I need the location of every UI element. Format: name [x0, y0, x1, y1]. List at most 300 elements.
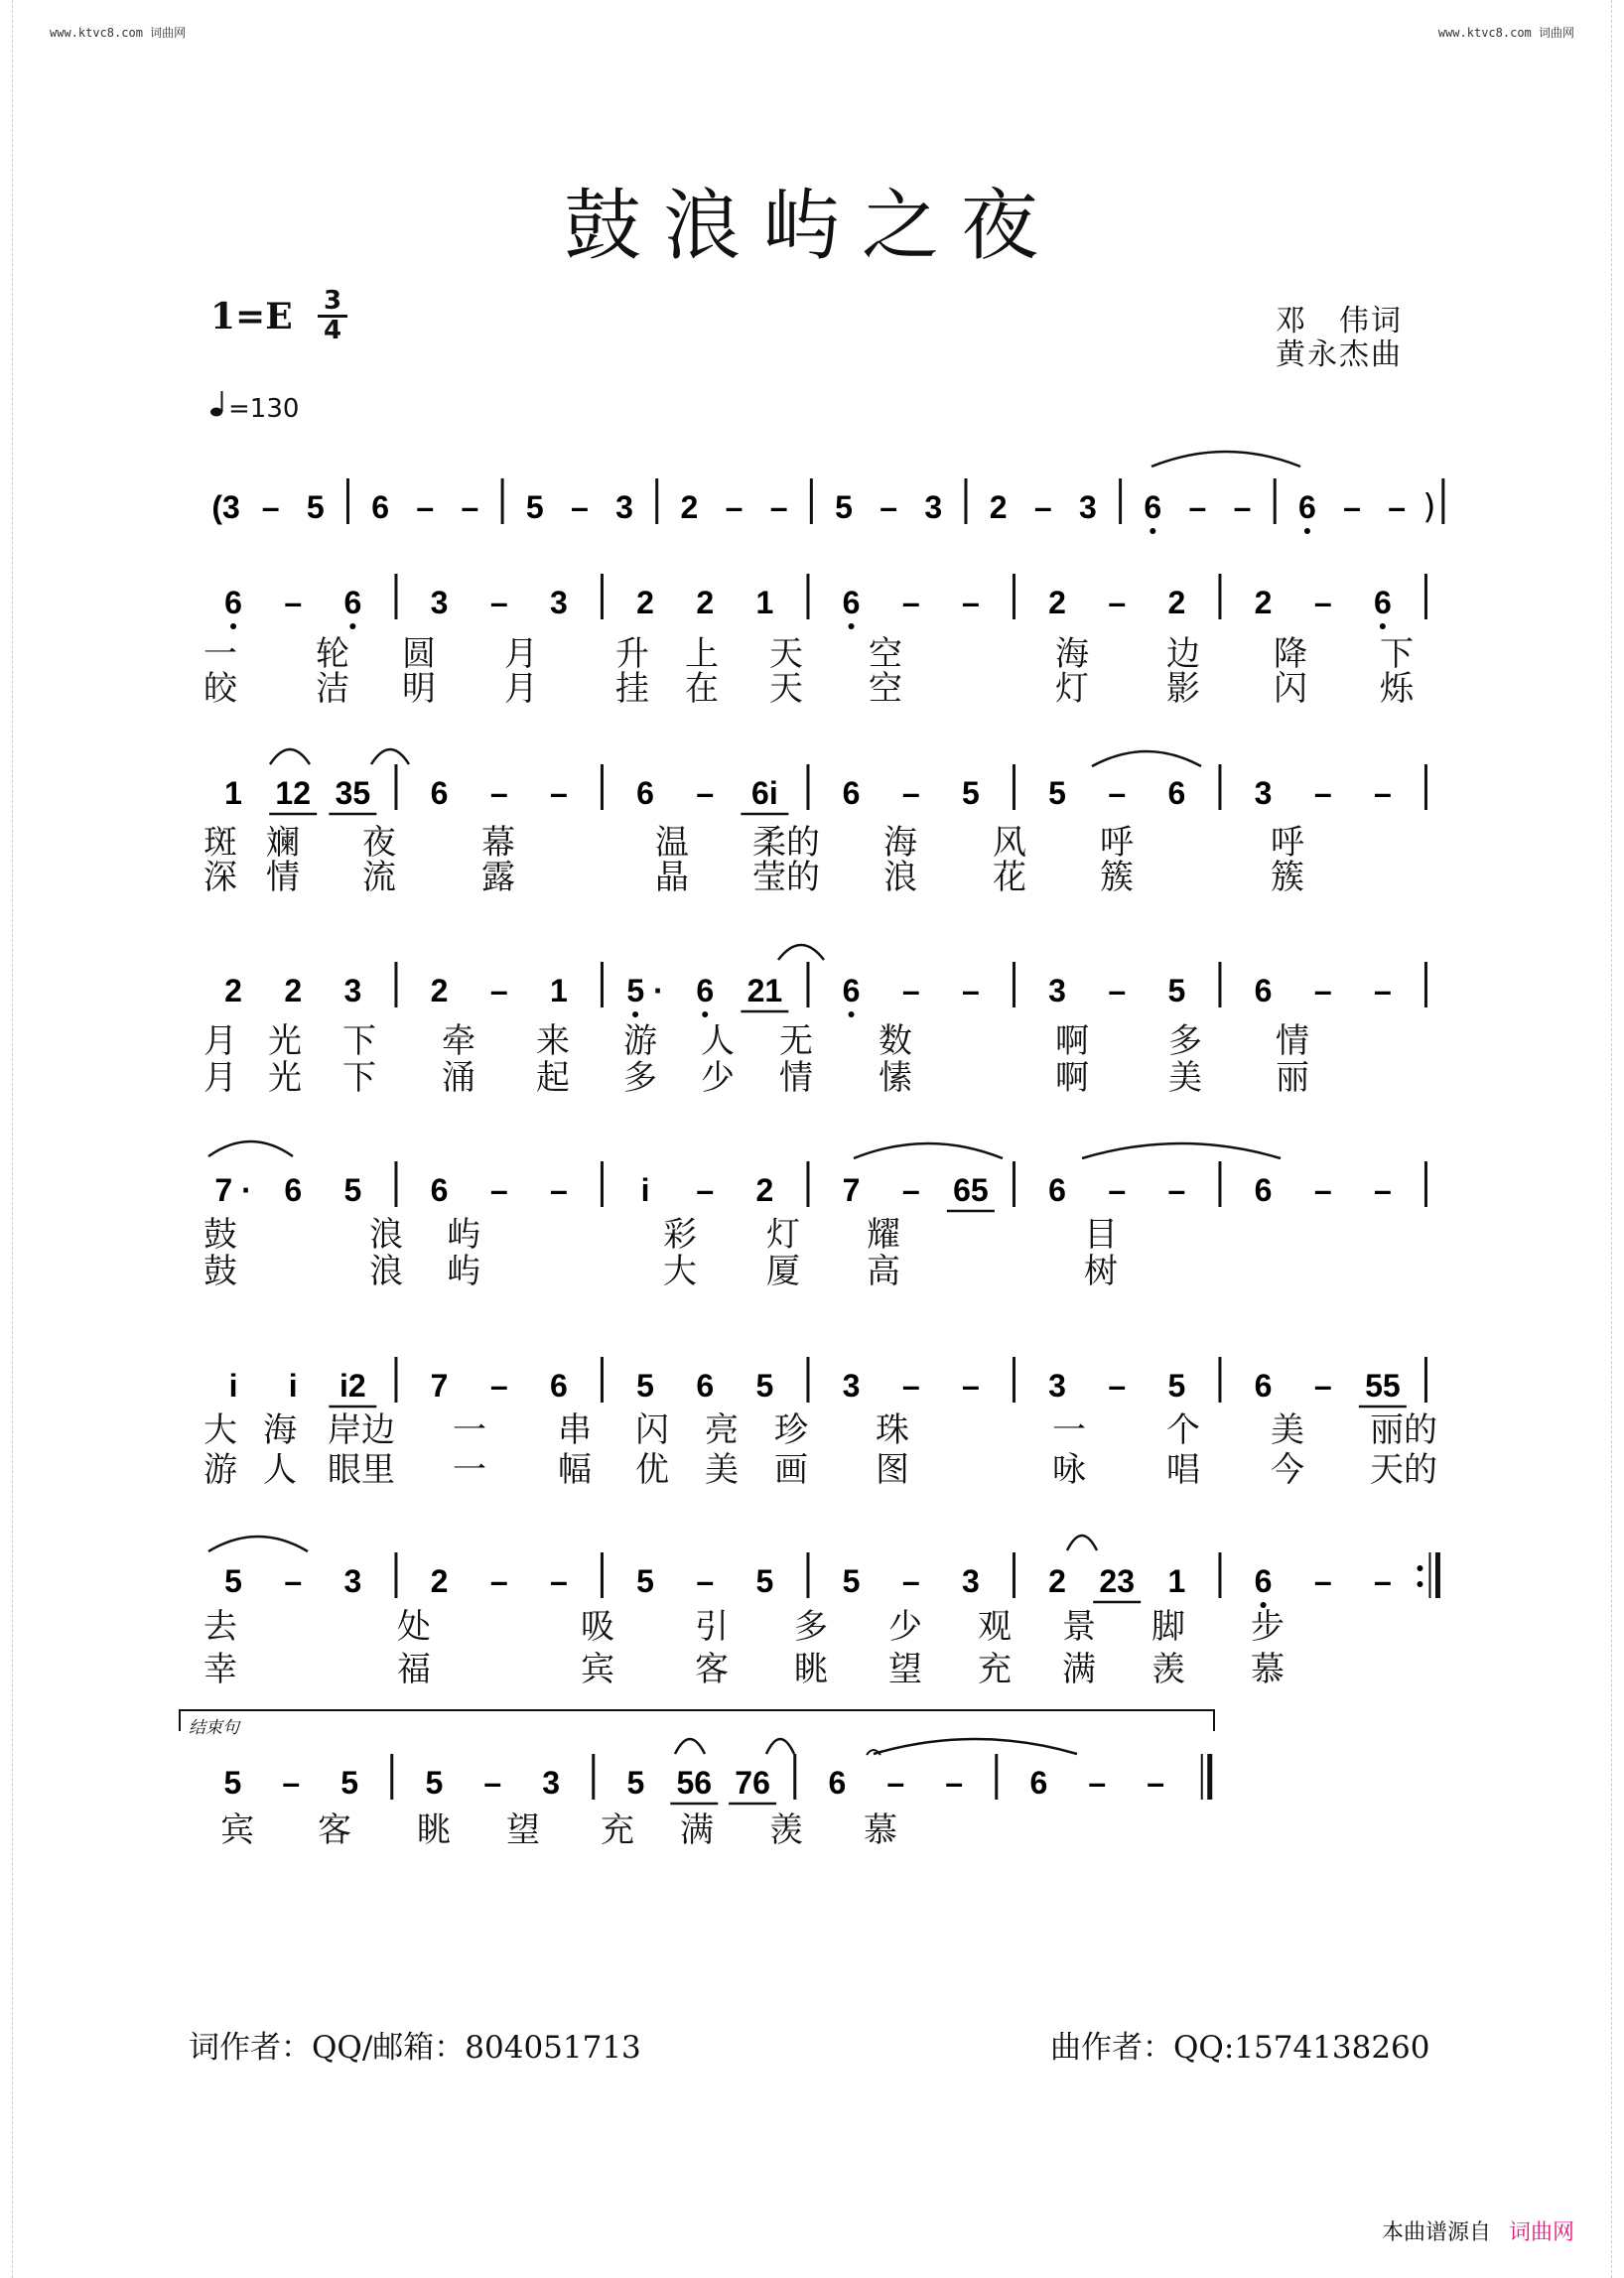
lyric-char: 光	[268, 1058, 302, 1098]
lyric-char: 满	[1062, 1650, 1096, 1689]
lyric-char: 串	[558, 1410, 592, 1450]
dash-mark: –	[1108, 1368, 1127, 1404]
lyric-char: 幸	[203, 1650, 237, 1689]
composer-contact: 曲作者：QQ:1574138260	[1050, 2030, 1430, 2066]
lyric-char: 深	[203, 858, 237, 897]
dash-mark: –	[261, 489, 280, 525]
note-number: 2	[636, 585, 654, 620]
lyric-char: 一	[453, 1410, 486, 1450]
lyric-char: 今	[1271, 1450, 1304, 1490]
lyric-char: 羡	[1151, 1650, 1185, 1689]
dash-mark: –	[961, 585, 980, 620]
site-watermark-right: www.ktvc8.com 词曲网	[1437, 26, 1574, 40]
lyricist-credit: 邓 伟词	[1276, 304, 1403, 338]
lyric-char: 福	[397, 1650, 431, 1689]
note-number: 6	[696, 1368, 715, 1404]
lyric-char: 岸边	[328, 1410, 395, 1450]
dash-mark: –	[880, 489, 898, 525]
dash-mark: –	[769, 489, 788, 525]
lyric-char: 闪	[1274, 669, 1307, 709]
note-number: 2	[1048, 1563, 1066, 1599]
lyric-char: 天	[769, 634, 803, 674]
low-octave-dot	[1150, 528, 1155, 534]
lyric-char: 来	[536, 1021, 570, 1061]
dash-mark: –	[284, 1563, 303, 1599]
lyric-char: 愫	[879, 1058, 912, 1098]
lyric-char: 去	[203, 1607, 237, 1647]
low-octave-dot	[849, 1011, 855, 1017]
note-number: i	[228, 1368, 238, 1404]
dash-mark: –	[1313, 585, 1332, 620]
lyric-char: 客	[695, 1650, 729, 1689]
lyric-char: 处	[397, 1607, 431, 1647]
lyric-char: 下	[1380, 634, 1414, 674]
dash-mark: –	[1167, 1172, 1186, 1208]
note-number: 5	[755, 1368, 774, 1404]
note-number: 3	[343, 973, 362, 1008]
lyric-char: 啊	[1055, 1021, 1089, 1061]
dash-mark: –	[696, 775, 715, 811]
dash-mark: –	[945, 1765, 963, 1801]
lyric-char: 游	[623, 1021, 657, 1061]
lyric-char: 观	[978, 1607, 1012, 1647]
lyric-char: 厦	[766, 1252, 800, 1291]
note-number: 3	[549, 585, 568, 620]
note-number: 2	[1048, 585, 1066, 620]
note-number: (3	[211, 489, 240, 525]
note-number: 2	[1167, 585, 1186, 620]
lyric-char: 高	[867, 1252, 900, 1291]
lyric-char: 情	[1276, 1021, 1309, 1061]
source-brand[interactable]: 词曲网	[1508, 2220, 1574, 2245]
lyric-char: 影	[1166, 669, 1200, 709]
note-number: 5 ·	[626, 973, 664, 1008]
lyric-char: 簇	[1100, 858, 1134, 897]
slur	[208, 1537, 308, 1551]
dash-mark: –	[696, 1563, 715, 1599]
tempo-value: =130	[228, 394, 300, 424]
lyric-char: 边	[1166, 634, 1200, 674]
dash-mark: –	[549, 1172, 568, 1208]
note-number: 6	[842, 973, 861, 1008]
low-octave-dot	[349, 623, 355, 629]
lyric-char: 吸	[581, 1607, 614, 1647]
lyric-char: 多	[794, 1607, 828, 1647]
lyric-char: 烁	[1380, 669, 1414, 709]
note-number: 2	[989, 489, 1008, 525]
lyric-char: 屿	[447, 1215, 480, 1255]
lyric-char: 珍	[774, 1410, 808, 1450]
note-number: 65	[953, 1172, 989, 1208]
note-number: 2	[224, 973, 242, 1008]
lyric-char: 丽的	[1370, 1410, 1437, 1450]
note-number: 7	[430, 1368, 449, 1404]
lyric-char: 彩	[663, 1215, 697, 1255]
dash-mark: –	[696, 1172, 715, 1208]
lyric-char: 浪	[369, 1252, 403, 1291]
tie-slur	[854, 1143, 1003, 1158]
lyric-char: 眺	[417, 1810, 451, 1850]
lyric-char: 幕	[481, 823, 515, 863]
lyric-char: 幅	[558, 1450, 592, 1490]
lyric-char: 无	[779, 1021, 813, 1061]
lyric-char: 珠	[876, 1410, 909, 1450]
repeat-dot	[1417, 1581, 1422, 1587]
note-number: 76	[735, 1765, 770, 1801]
lyric-char: 下	[342, 1058, 376, 1098]
lyric-char: 景	[1062, 1607, 1096, 1647]
note-number: 3	[842, 1368, 861, 1404]
lyric-char: 风	[993, 823, 1026, 863]
dash-mark: –	[571, 489, 589, 525]
dash-mark: –	[1313, 1172, 1332, 1208]
dash-mark: –	[1373, 973, 1392, 1008]
lyric-char: 充	[601, 1810, 634, 1850]
note-number: 3	[924, 489, 943, 525]
lyric-char: 人	[701, 1021, 735, 1061]
lyric-char: 光	[268, 1021, 302, 1061]
lyric-char: 数	[879, 1021, 912, 1061]
note-number: 6	[1254, 1172, 1273, 1208]
note-number: 3	[1048, 973, 1066, 1008]
lyric-char: 耀	[867, 1215, 900, 1255]
lyric-char: 一	[453, 1450, 486, 1490]
ending-bracket	[179, 1709, 1215, 1738]
lyric-char: 月	[203, 1058, 237, 1098]
note-number: 6	[1254, 1563, 1273, 1599]
lyric-char: 月	[504, 634, 538, 674]
lyric-char: 牵	[442, 1021, 475, 1061]
lyric-char: 脚	[1151, 1607, 1185, 1647]
note-number: 6	[1298, 489, 1316, 525]
note-number: 1	[1167, 1563, 1186, 1599]
note-number: 23	[1099, 1563, 1136, 1599]
lyric-char: 咏	[1052, 1450, 1086, 1490]
lyric-char: 斑	[203, 823, 237, 863]
lyric-char: 空	[869, 634, 902, 674]
note-number: 6	[371, 489, 390, 525]
note-number: 3	[1048, 1368, 1066, 1404]
dash-mark: –	[461, 489, 479, 525]
note-number: 5	[755, 1563, 774, 1599]
note-number: 3	[1078, 489, 1097, 525]
dash-mark: –	[1233, 489, 1252, 525]
note-number: 5	[340, 1765, 358, 1801]
note-number: 7 ·	[214, 1172, 252, 1208]
dash-mark: –	[1108, 973, 1127, 1008]
time-numerator: 3	[323, 286, 342, 316]
lyric-char: 唱	[1166, 1450, 1200, 1490]
note-number: 3	[542, 1765, 560, 1801]
lyric-char: 满	[680, 1810, 714, 1850]
lyric-char: 呼	[1271, 823, 1304, 863]
low-octave-dot	[849, 623, 855, 629]
dash-mark: –	[1108, 775, 1127, 811]
song-title: 鼓浪屿之夜	[563, 182, 1060, 271]
note-number: 6	[636, 775, 654, 811]
lyric-char: 少	[888, 1607, 922, 1647]
lyric-char: 上	[685, 634, 719, 674]
lyric-char: 海	[883, 823, 917, 863]
note-number: 3	[343, 1563, 362, 1599]
lyric-char: 游	[203, 1450, 237, 1490]
lyric-char: 晶	[655, 858, 689, 897]
note-number: 6	[1144, 489, 1162, 525]
dash-mark: –	[549, 1563, 568, 1599]
dash-mark: –	[1373, 775, 1392, 811]
lyric-char: 充	[978, 1650, 1012, 1689]
lyric-char: 月	[203, 1021, 237, 1061]
note-number: 2	[755, 1172, 774, 1208]
site-watermark-left: www.ktvc8.com 词曲网	[50, 26, 187, 40]
slur	[1092, 751, 1201, 766]
lyric-char: 海	[263, 1410, 297, 1450]
lyric-char: 在	[685, 669, 719, 709]
dash-mark: –	[1088, 1765, 1107, 1801]
time-denominator: 4	[318, 315, 347, 344]
lyric-char: 眺	[794, 1650, 828, 1689]
lyric-char: 天的	[1370, 1450, 1437, 1490]
lyric-char: 皎	[203, 669, 237, 709]
lyric-char: 涌	[442, 1058, 475, 1098]
note-number: 5	[636, 1563, 654, 1599]
lyric-char: 美	[1271, 1410, 1304, 1450]
note-number: 55	[1365, 1368, 1401, 1404]
lyric-char: 挂	[615, 669, 649, 709]
note-number: i	[640, 1172, 650, 1208]
slur	[270, 749, 310, 764]
lyric-char: 柔的	[752, 823, 820, 863]
note-number: 5	[636, 1368, 654, 1404]
note-number: 6	[1167, 775, 1186, 811]
lyric-char: 步	[1251, 1607, 1285, 1647]
source-credit	[1382, 2215, 1574, 2246]
dash-mark: –	[961, 1368, 980, 1404]
note-number: 6	[842, 775, 861, 811]
note-number: 3	[430, 585, 449, 620]
lyric-char: 一	[1052, 1410, 1086, 1450]
lyric-char: 眼里	[328, 1450, 395, 1490]
dash-mark: –	[1313, 1368, 1332, 1404]
note-number: 6	[828, 1765, 847, 1801]
note-number: 3	[1254, 775, 1273, 811]
lyric-char: 望	[506, 1810, 540, 1850]
lyric-char: 温	[655, 823, 689, 863]
note-number: 5	[961, 775, 980, 811]
lyric-char: 下	[342, 1021, 376, 1061]
dash-mark: –	[1313, 973, 1332, 1008]
note-number: 56	[676, 1765, 713, 1801]
lyric-char: 灯	[1055, 669, 1089, 709]
repeat-dot	[1417, 1565, 1422, 1571]
note-number: 6	[1254, 973, 1273, 1008]
note-number: 6	[1048, 1172, 1066, 1208]
lyric-char: 情	[266, 858, 300, 897]
lyric-char: 花	[993, 858, 1026, 897]
lyric-char: 少	[701, 1058, 735, 1098]
note-number: 21	[746, 973, 783, 1008]
lyric-char: 宾	[220, 1810, 254, 1850]
lyric-char: 慕	[1251, 1650, 1285, 1689]
dash-mark: –	[1033, 489, 1052, 525]
note-number: 5	[306, 489, 325, 525]
note-number: 2	[1254, 585, 1273, 620]
lyric-char: 天	[769, 669, 803, 709]
note-number: 6	[549, 1368, 568, 1404]
slur	[208, 1141, 293, 1156]
lyric-char: 望	[888, 1650, 922, 1689]
lyric-char: 夜	[362, 823, 396, 863]
note-number: 5	[1167, 1368, 1186, 1404]
tie-slur	[874, 1739, 1077, 1754]
lyric-char: 多	[1168, 1021, 1202, 1061]
note-number: 5	[1048, 775, 1066, 811]
dash-mark: –	[1373, 1563, 1392, 1599]
source-label: 本曲谱源自	[1381, 2220, 1491, 2245]
note-number: 5	[525, 489, 544, 525]
note-number: i2	[339, 1368, 366, 1404]
dash-mark: –	[489, 1563, 508, 1599]
dash-mark: –	[284, 585, 303, 620]
ending-label: 结束句	[189, 1718, 239, 1738]
dash-mark: –	[489, 775, 508, 811]
slur	[675, 1739, 705, 1754]
note-number: 5	[835, 489, 853, 525]
lyric-char: 图	[876, 1450, 909, 1490]
note-number: 6	[1373, 585, 1392, 620]
slur	[766, 1739, 794, 1754]
lyric-char: 羡	[769, 1810, 803, 1850]
dash-mark: –	[1188, 489, 1207, 525]
lyric-char: 月	[504, 669, 538, 709]
note-number: 6	[430, 775, 449, 811]
lyric-char: 圆	[402, 634, 436, 674]
dash-mark: –	[725, 489, 744, 525]
note-number: 1	[224, 775, 242, 811]
dash-mark: –	[483, 1765, 502, 1801]
dash-mark: –	[549, 775, 568, 811]
dash-mark: –	[489, 585, 508, 620]
note-number: 3	[615, 489, 633, 525]
lyric-char: 大	[663, 1252, 697, 1291]
lyric-char: 闪	[635, 1410, 669, 1450]
note-number: 5	[842, 1563, 861, 1599]
dash-mark: –	[489, 1368, 508, 1404]
note-number: 5	[224, 1563, 242, 1599]
note-number: 2	[696, 585, 715, 620]
lyric-char: 慕	[864, 1810, 897, 1850]
note-number: 2	[430, 973, 449, 1008]
dash-mark: –	[1108, 1172, 1127, 1208]
lyric-char: 起	[536, 1058, 570, 1098]
lyric-char: 引	[695, 1607, 729, 1647]
dash-mark: –	[1373, 1172, 1392, 1208]
dash-mark: –	[1343, 489, 1361, 525]
key-signature: 1=E	[210, 296, 293, 337]
lyric-char: 鼓	[203, 1215, 237, 1255]
note-number: 6	[430, 1172, 449, 1208]
lyric-char: 海	[1055, 634, 1089, 674]
slur	[371, 749, 409, 764]
lyric-char: 呼	[1100, 823, 1134, 863]
note-number: 5	[343, 1172, 362, 1208]
note-number: 6	[842, 585, 861, 620]
note-number: 5	[223, 1765, 242, 1801]
slur	[778, 945, 824, 960]
note-number: 5	[1167, 973, 1186, 1008]
dash-mark: –	[961, 973, 980, 1008]
note-number: 5	[425, 1765, 444, 1801]
note-number: 6	[1029, 1765, 1048, 1801]
note-number: 6i	[751, 775, 778, 811]
note-number: 2	[680, 489, 699, 525]
dash-mark: –	[282, 1765, 301, 1801]
note-number: i	[288, 1368, 298, 1404]
note-number: 5	[626, 1765, 645, 1801]
lyric-char: 降	[1274, 634, 1307, 674]
lyric-char: 屿	[447, 1252, 480, 1291]
note-number: 2	[284, 973, 303, 1008]
dash-mark: –	[1313, 1563, 1332, 1599]
note-number: 6	[224, 585, 242, 620]
lyric-char: 目	[1084, 1215, 1118, 1255]
lyric-char: 明	[402, 669, 436, 709]
lyric-char: 优	[635, 1450, 669, 1490]
slur	[1067, 1536, 1097, 1550]
note-number: 12	[275, 775, 312, 811]
lyric-char: 流	[362, 858, 396, 897]
note-number: 35	[335, 775, 371, 811]
dash-mark: –	[489, 973, 508, 1008]
lyric-char: 莹的	[752, 858, 820, 897]
lyric-char: 亮	[705, 1410, 739, 1450]
lyric-char: 空	[869, 669, 902, 709]
dash-mark: –	[416, 489, 435, 525]
lyric-char: 个	[1166, 1410, 1200, 1450]
dash-mark: –	[1147, 1765, 1164, 1801]
lyric-char: 多	[623, 1058, 657, 1098]
lyric-char: 簇	[1271, 858, 1304, 897]
lyric-char: 露	[481, 858, 515, 897]
lyric-char: 人	[263, 1450, 297, 1490]
dash-mark: –	[901, 1172, 920, 1208]
lyric-char: 宾	[581, 1650, 614, 1689]
lyric-char: 客	[318, 1810, 351, 1850]
note-number: 6	[284, 1172, 303, 1208]
lyric-char: 啊	[1055, 1058, 1089, 1098]
dash-mark: –	[901, 1563, 920, 1599]
lyric-char: 洁	[316, 669, 349, 709]
note-number: 6	[343, 585, 362, 620]
low-octave-dot	[1304, 528, 1310, 534]
dash-mark: –	[901, 1368, 920, 1404]
lyric-char: 情	[779, 1058, 813, 1098]
note-number: 2	[430, 1563, 449, 1599]
composer-credit: 黄永杰曲	[1276, 337, 1403, 372]
closing-paren: )	[1422, 487, 1436, 527]
lyric-char: 斓	[266, 823, 300, 863]
note-number: 1	[755, 585, 774, 620]
lyric-char: 轮	[316, 634, 349, 674]
dash-mark: –	[1108, 585, 1127, 620]
dash-mark: –	[489, 1172, 508, 1208]
dash-mark: –	[886, 1765, 905, 1801]
note-number: 7	[842, 1172, 861, 1208]
dash-mark: –	[1388, 489, 1407, 525]
dash-mark: –	[901, 973, 920, 1008]
dash-mark: –	[901, 775, 920, 811]
note-number: 6	[696, 973, 715, 1008]
